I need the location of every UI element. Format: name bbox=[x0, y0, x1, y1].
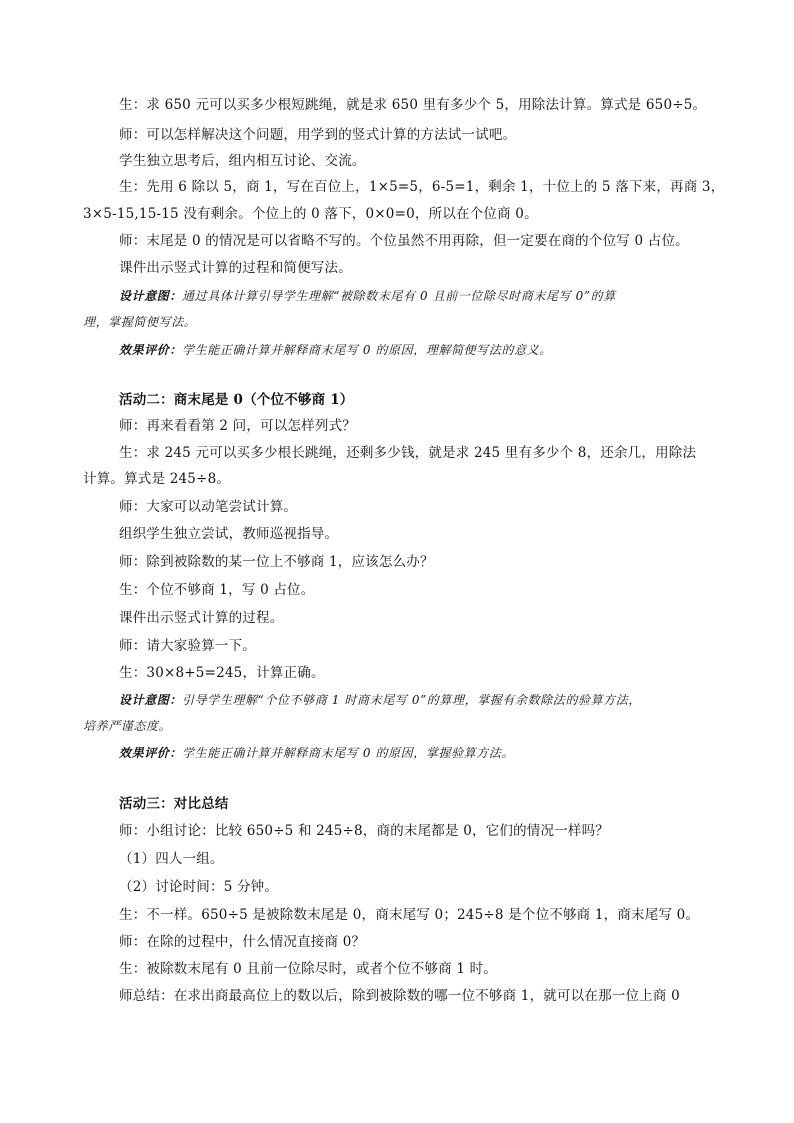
dialogue-teacher-line: 师：末尾是 0 的情况是可以省略不写的。个位虽然不用再除，但一定要在商的个位写 0 占位。 bbox=[119, 233, 689, 249]
dialogue-continuation-line: 3×5-15,15-15 没有剩余。个位上的 0 落下，0×0=0，所以在个位商 0。 bbox=[83, 206, 538, 222]
dialogue-student-line: 生：求 245 元可以买多少根长跳绳，还剩多少钱，就是求 245 里有多少个 8，还余几，用除法 bbox=[119, 445, 697, 461]
design-intent-text: 引导学生理解“个位不够商 1 时商末尾写 0”的算理，掌握有余数除法的验算方法， bbox=[182, 693, 642, 707]
effect-evaluation-note bbox=[119, 341, 552, 359]
design-intent-continuation: 培养严谨态度。 bbox=[83, 719, 172, 733]
dialogue-teacher-line: 师：小组讨论：比较 650÷5 和 245÷8，商的末尾都是 0，它们的情况一样吗？ bbox=[119, 823, 609, 839]
dialogue-student-line: 生：30×8+5=245，计算正确。 bbox=[119, 665, 325, 681]
effect-evaluation-label: 效果评价： bbox=[119, 746, 183, 760]
effect-evaluation-text: 学生能正确计算并解释商末尾写 0 的原因，掌握验算方法。 bbox=[182, 746, 515, 760]
dialogue-teacher-line: 师：除到被除数的某一位上不够商 1，应该怎么办？ bbox=[119, 554, 434, 570]
design-intent-label: 设计意图： bbox=[119, 693, 183, 707]
design-intent-continuation: 理，掌握简便写法。 bbox=[83, 315, 197, 329]
dialogue-student-line: 生：被除数末尾有 0 且前一位除尽时，或者个位不够商 1 时。 bbox=[119, 961, 498, 977]
narration-line: 学生独立思考后，组内相互讨论、交流。 bbox=[119, 153, 366, 169]
dialogue-student-line: 生：先用 6 除以 5，商 1，写在百位上，1×5=5，6-5=1，剩余 1，十位上的 5 落下来，再商 3， bbox=[119, 179, 725, 195]
dialogue-teacher-line: 师：可以怎样解决这个问题，用学到的竖式计算的方法试一试吧。 bbox=[119, 127, 517, 143]
dialogue-teacher-line: 师：在除的过程中，什么情况直接商 0？ bbox=[119, 934, 366, 950]
narration-line: 组织学生独立尝试，教师巡视指导。 bbox=[119, 526, 339, 542]
activity-heading: 活动二：商末尾是 0（个位不够商 1） bbox=[119, 392, 354, 408]
dialogue-student-line: 生：不一样。650÷5 是被除数末尾是 0，商末尾写 0；245÷8 是个位不够商 1，商末尾写 0。 bbox=[119, 907, 700, 923]
teacher-summary-line: 师总结：在求出商最高位上的数以后，除到被除数的哪一位不够商 1，就可以在那一位上商 0 bbox=[119, 988, 680, 1004]
design-intent-note bbox=[119, 691, 641, 709]
dialogue-teacher-line: 师：请大家验算一下。 bbox=[119, 638, 256, 654]
design-intent-note bbox=[119, 287, 616, 305]
narration-line: 课件出示竖式计算的过程。 bbox=[119, 610, 284, 626]
dialogue-student-line: 生：求 650 元可以买多少根短跳绳，就是求 650 里有多少个 5，用除法计算。算式是 650÷5。 bbox=[119, 97, 707, 113]
activity-heading: 活动三：对比总结 bbox=[119, 796, 229, 812]
dialogue-student-line: 生：个位不够商 1，写 0 占位。 bbox=[119, 582, 315, 598]
list-item: （1）四人一组。 bbox=[119, 851, 224, 867]
dialogue-teacher-line: 师：再来看看第 2 问，可以怎样列式？ bbox=[119, 418, 356, 434]
design-intent-text: 通过具体计算引导学生理解“被除数末尾有 0 且前一位除尽时商末尾写 0”的算 bbox=[182, 289, 616, 303]
list-item: （2）讨论时间：5 分钟。 bbox=[119, 879, 279, 895]
effect-evaluation-note bbox=[119, 744, 514, 762]
dialogue-teacher-line: 师：大家可以动笔尝试计算。 bbox=[119, 499, 298, 515]
effect-evaluation-label: 效果评价： bbox=[119, 343, 183, 357]
effect-evaluation-text: 学生能正确计算并解释商末尾写 0 的原因，理解简便写法的意义。 bbox=[182, 343, 552, 357]
narration-line: 课件出示竖式计算的过程和简便写法。 bbox=[119, 260, 352, 276]
dialogue-continuation-line: 计算。算式是 245÷8。 bbox=[83, 471, 231, 487]
design-intent-label: 设计意图： bbox=[119, 289, 183, 303]
